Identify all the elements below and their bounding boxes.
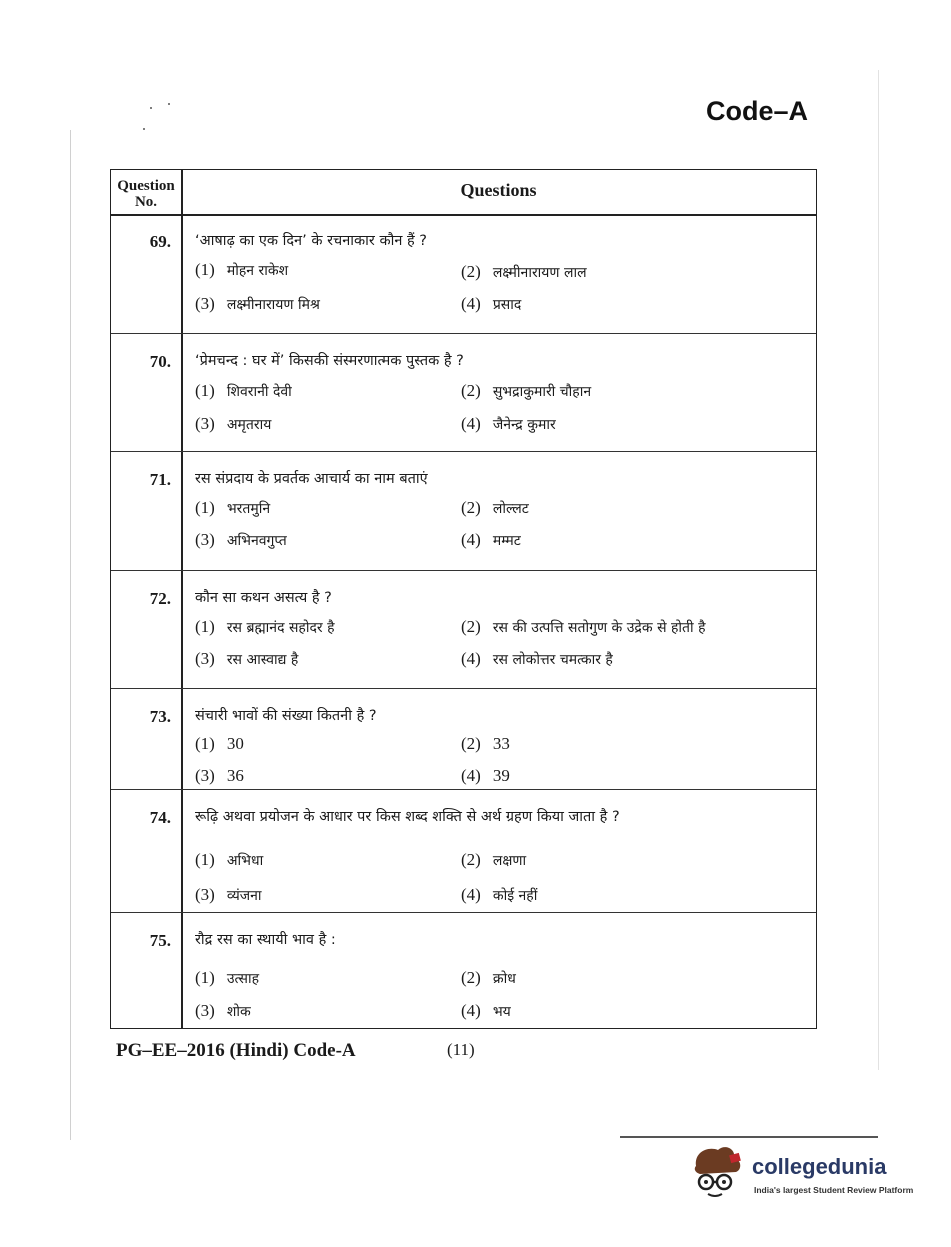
option-3 (195, 885, 262, 905)
option-3 (195, 649, 298, 669)
option-number: (2) (461, 968, 481, 987)
option-text: अभिनवगुप्त (226, 533, 287, 549)
option-4 (461, 649, 613, 669)
option-3 (195, 766, 244, 786)
question-row (111, 214, 816, 334)
option-number: (3) (195, 530, 215, 549)
option-text: लोल्लट (492, 501, 529, 517)
option-text: रस की उत्पत्ति सतोगुण के उद्रेक से होती है (492, 620, 706, 636)
option-text: लक्षणा (492, 853, 527, 869)
question-number: 72. (149, 589, 171, 608)
option-2 (461, 381, 591, 401)
option-2 (461, 734, 510, 754)
option-text: लक्ष्मीनारायण लाल (492, 265, 587, 281)
option-1 (195, 498, 270, 518)
option-number: (3) (195, 1001, 215, 1020)
option-number: (1) (195, 260, 215, 279)
question-text: कौन सा कथन असत्य है ? (195, 590, 332, 606)
footer-code: PG–EE–2016 (Hindi) Code-A (116, 1040, 356, 1061)
option-number: (2) (461, 498, 481, 517)
option-number: (4) (461, 649, 481, 668)
header-question-label: Question (117, 178, 175, 194)
option-text: मम्मट (492, 533, 521, 549)
option-number: (1) (195, 968, 215, 987)
option-4 (461, 766, 510, 786)
option-text: मोहन राकेश (226, 263, 289, 279)
option-3 (195, 530, 287, 550)
option-number: (1) (195, 734, 215, 753)
option-1 (195, 260, 288, 280)
option-number: (4) (461, 414, 481, 433)
option-text: रस लोकोत्तर चमत्कार है (492, 652, 613, 668)
question-number: 69. (149, 232, 171, 251)
question-text: रौद्र रस का स्थायी भाव है : (195, 932, 336, 948)
option-number: (4) (461, 1001, 481, 1020)
question-text: ‘प्रेमचन्द : घर में’ किसकी संस्मरणात्मक पुस्तक है ? (195, 353, 464, 369)
option-number: (3) (195, 649, 215, 668)
option-1 (195, 968, 259, 988)
option-4 (461, 294, 521, 314)
option-text: 33 (492, 734, 510, 753)
option-text: भरतमुनि (226, 501, 271, 517)
option-text: लक्ष्मीनारायण मिश्र (226, 297, 320, 313)
option-number: (3) (195, 414, 215, 433)
option-number: (1) (195, 850, 215, 869)
code-title: Code–A (706, 96, 809, 126)
option-number: (2) (461, 850, 481, 869)
option-number: (2) (461, 381, 481, 400)
question-text: रस संप्रदाय के प्रवर्तक आचार्य का नाम बताएं (195, 471, 428, 487)
option-number: (3) (195, 766, 215, 785)
option-number: (2) (461, 734, 481, 753)
question-text: संचारी भावों की संख्या कितनी है ? (195, 708, 377, 724)
option-2 (461, 850, 526, 870)
option-number: (4) (461, 885, 481, 904)
option-text: भय (492, 1004, 511, 1020)
option-number: (4) (461, 766, 481, 785)
option-text: रस आस्वाद्य है (226, 652, 299, 668)
option-4 (461, 1001, 511, 1021)
question-number: 70. (149, 352, 171, 371)
option-1 (195, 850, 263, 870)
scan-speck (143, 128, 145, 130)
option-4 (461, 885, 537, 905)
option-1 (195, 734, 244, 754)
scan-edge-left (70, 130, 71, 1140)
option-number: (4) (461, 530, 481, 549)
option-text: 36 (226, 766, 244, 785)
option-4 (461, 414, 556, 434)
questions-table (110, 169, 817, 1029)
option-number: (1) (195, 617, 215, 636)
scan-speck (150, 107, 152, 109)
option-2 (461, 968, 516, 988)
question-number: 71. (149, 470, 171, 489)
option-text: अभिधा (226, 853, 264, 869)
scan-edge-right (878, 70, 879, 1070)
question-number: 75. (149, 931, 171, 950)
option-text: रस ब्रह्मानंद सहोदर है (226, 620, 335, 636)
collegedunia-logo (690, 1140, 920, 1210)
option-number: (3) (195, 294, 215, 313)
brand-tagline: India's largest Student Review Platform (754, 1185, 914, 1195)
option-3 (195, 1001, 251, 1021)
question-number: 73. (149, 707, 171, 726)
option-3 (195, 294, 320, 314)
option-2 (461, 617, 706, 637)
option-text: अमृतराय (226, 417, 272, 433)
question-row (111, 913, 816, 1030)
question-text: रूढ़ि अथवा प्रयोजन के आधार पर किस शब्द शक्ति से अर्थ ग्रहण किया जाता है ? (195, 809, 620, 825)
question-text: ‘आषाढ़ का एक दिन’ के रचनाकार कौन हैं ? (195, 233, 427, 249)
option-text: प्रसाद (492, 297, 522, 313)
option-2 (461, 262, 587, 282)
question-number: 74. (149, 808, 171, 827)
option-3 (195, 414, 271, 434)
option-text: कोई नहीं (492, 888, 538, 904)
mascot-icon (690, 1144, 746, 1202)
option-text: शोक (226, 1004, 251, 1020)
brand-name: collegedunia (752, 1154, 887, 1179)
option-4 (461, 530, 521, 550)
option-1 (195, 381, 292, 401)
option-text: क्रोध (492, 971, 516, 987)
header-questions: Questions (460, 180, 537, 200)
option-1 (195, 617, 335, 637)
scan-speck (168, 103, 170, 105)
question-row (111, 571, 816, 689)
option-number: (4) (461, 294, 481, 313)
option-text: जैनेन्द्र कुमार (492, 417, 556, 433)
option-text: शिवरानी देवी (226, 384, 292, 400)
question-row (111, 452, 816, 571)
option-text: उत्साह (226, 971, 260, 987)
option-number: (1) (195, 381, 215, 400)
question-row (111, 790, 816, 913)
option-number: (1) (195, 498, 215, 517)
option-text: 39 (492, 766, 510, 785)
option-text: सुभद्राकुमारी चौहान (492, 384, 592, 400)
option-number: (2) (461, 617, 481, 636)
question-row (111, 689, 816, 790)
footer-rule (620, 1136, 878, 1138)
option-text: व्यंजना (226, 888, 262, 904)
option-number: (3) (195, 885, 215, 904)
option-2 (461, 498, 529, 518)
option-number: (2) (461, 262, 481, 281)
header-no-label: No. (134, 194, 158, 210)
option-text: 30 (226, 734, 244, 753)
footer-page-number: (11) (447, 1040, 475, 1059)
header-question-no (111, 178, 181, 210)
question-row (111, 334, 816, 452)
